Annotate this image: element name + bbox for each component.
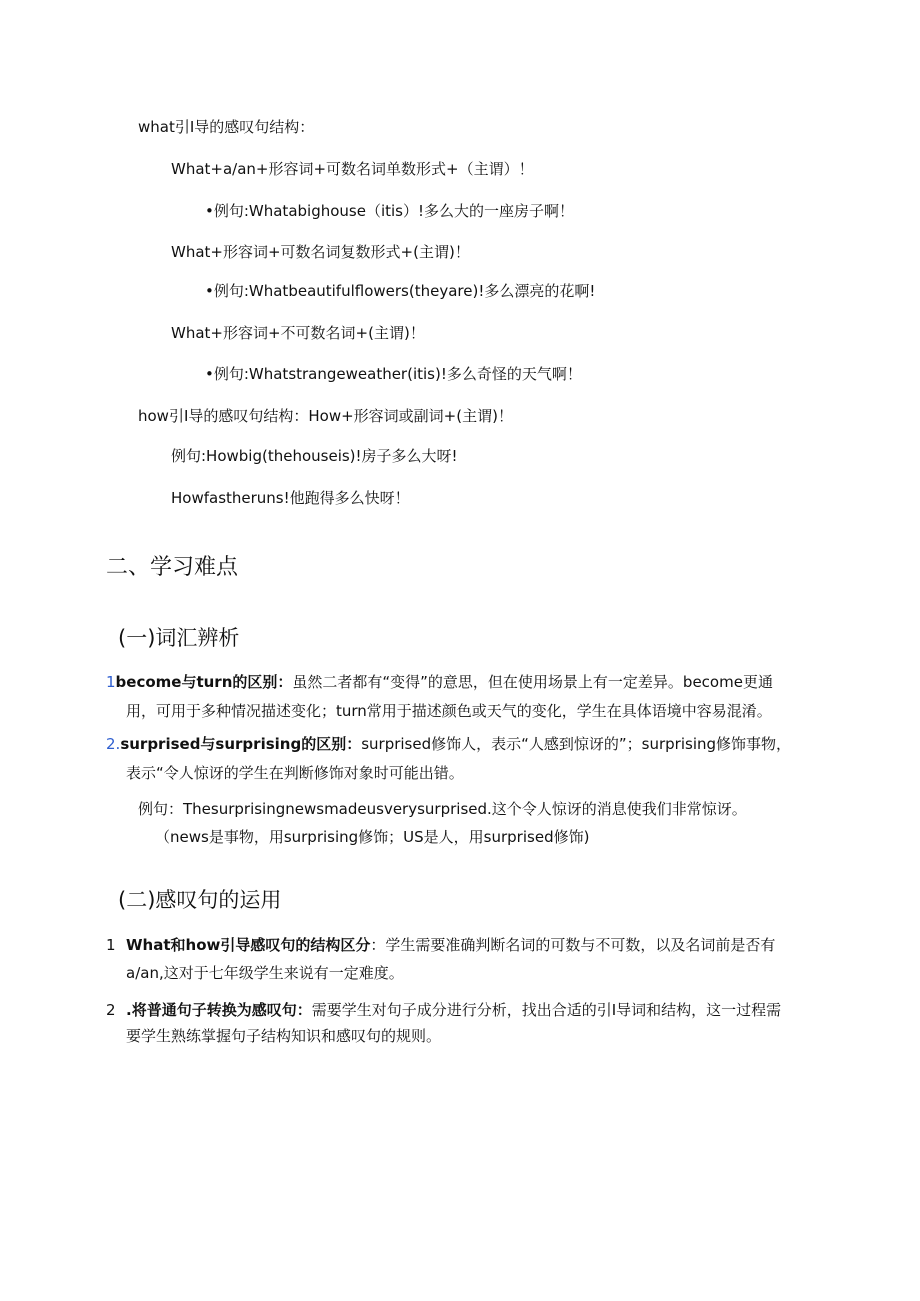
usage-item-1-line-1 <box>106 935 775 955</box>
vocab-example-note: （news是事物，用surprising修饰；US是人，用surprised修饰) <box>155 828 590 846</box>
what-pattern-3: What+形容词+不可数名词+(主谓)！ <box>171 324 425 342</box>
what-section-heading: what引I导的感叹句结构： <box>138 118 315 136</box>
usage-item-2-line-1 <box>106 1000 781 1020</box>
how-example-2: Howfastheruns!他跑得多么快呀！ <box>171 489 410 507</box>
vocab-item-2-text: surprised修饰人，表示“人感到惊讶的”；surprising修饰事物， <box>361 735 792 753</box>
vocab-item-1-term: become与turn的区别： <box>115 673 293 691</box>
usage-item-2-line-2: 要学生熟练掌握句子结构知识和感叹句的规则。 <box>126 1027 442 1045</box>
what-pattern-2: What+形容词+可数名词复数形式+(主谓)！ <box>171 243 470 261</box>
usage-item-2-text: 需要学生对句子成分进行分析，找出合适的引I导词和结构，这一过程需 <box>311 1001 782 1019</box>
vocab-item-1-line-1 <box>106 672 773 692</box>
vocab-item-2-term: surprised与surprising的区别： <box>120 735 362 753</box>
vocab-item-2-line-1 <box>106 734 791 754</box>
list-number: 2 <box>106 1001 116 1019</box>
what-pattern-1: What+a∕an+形容词+可数名词单数形式+（主谓）！ <box>171 160 534 178</box>
usage-item-2-term: .将普通句子转换为感叹句： <box>126 1001 312 1019</box>
list-number: 2. <box>106 735 121 753</box>
how-example-1: 例句:Howbig(thehouseis)!房子多么大呀! <box>171 447 458 465</box>
what-example-2: •例句:Whatbeautifulflowers(theyare)!多么漂亮的花啊! <box>205 282 596 300</box>
usage-item-1-line-2: a∕an,这对于七年级学生来说有一定难度。 <box>126 964 404 982</box>
section-title-difficulties: 二、学习难点 <box>106 555 239 580</box>
what-example-3: •例句:Whatstrangeweather(itis)!多么奇怪的天气啊！ <box>205 365 582 383</box>
vocab-item-2-line-2: 表示“令人惊讶的学生在判断修饰对象时可能出错。 <box>126 764 464 782</box>
vocab-example-sentence: 例句：Thesurprisingnewsmadeusverysurprised.这个令人惊讶的消息使我们非常惊讶。 <box>138 800 747 818</box>
how-section-heading: how引I导的感叹句结构：How+形容词或副词+(主谓)！ <box>138 407 513 425</box>
what-example-1: •例句:Whatabighouse（itis）!多么大的一座房子啊！ <box>205 202 574 220</box>
usage-item-1-term: What和how引导感叹句的结构区分 <box>126 936 371 954</box>
vocab-item-1-text: 虽然二者都有“变得”的意思，但在使用场景上有一定差异。become更通 <box>292 673 773 691</box>
list-number: 1 <box>106 936 116 954</box>
usage-item-1-text: ：学生需要准确判断名词的可数与不可数，以及名词前是否有 <box>370 936 776 954</box>
vocab-item-1-line-2: 用，可用于多种情况描述变化；turn常用于描述颜色或天气的变化，学生在具体语境中容易混淆。 <box>126 702 772 720</box>
subsection-title-vocabulary: (一)词汇辨析 <box>118 626 240 650</box>
list-number: 1 <box>106 673 116 691</box>
subsection-title-exclamation-usage: (二)感叹句的运用 <box>118 888 282 912</box>
